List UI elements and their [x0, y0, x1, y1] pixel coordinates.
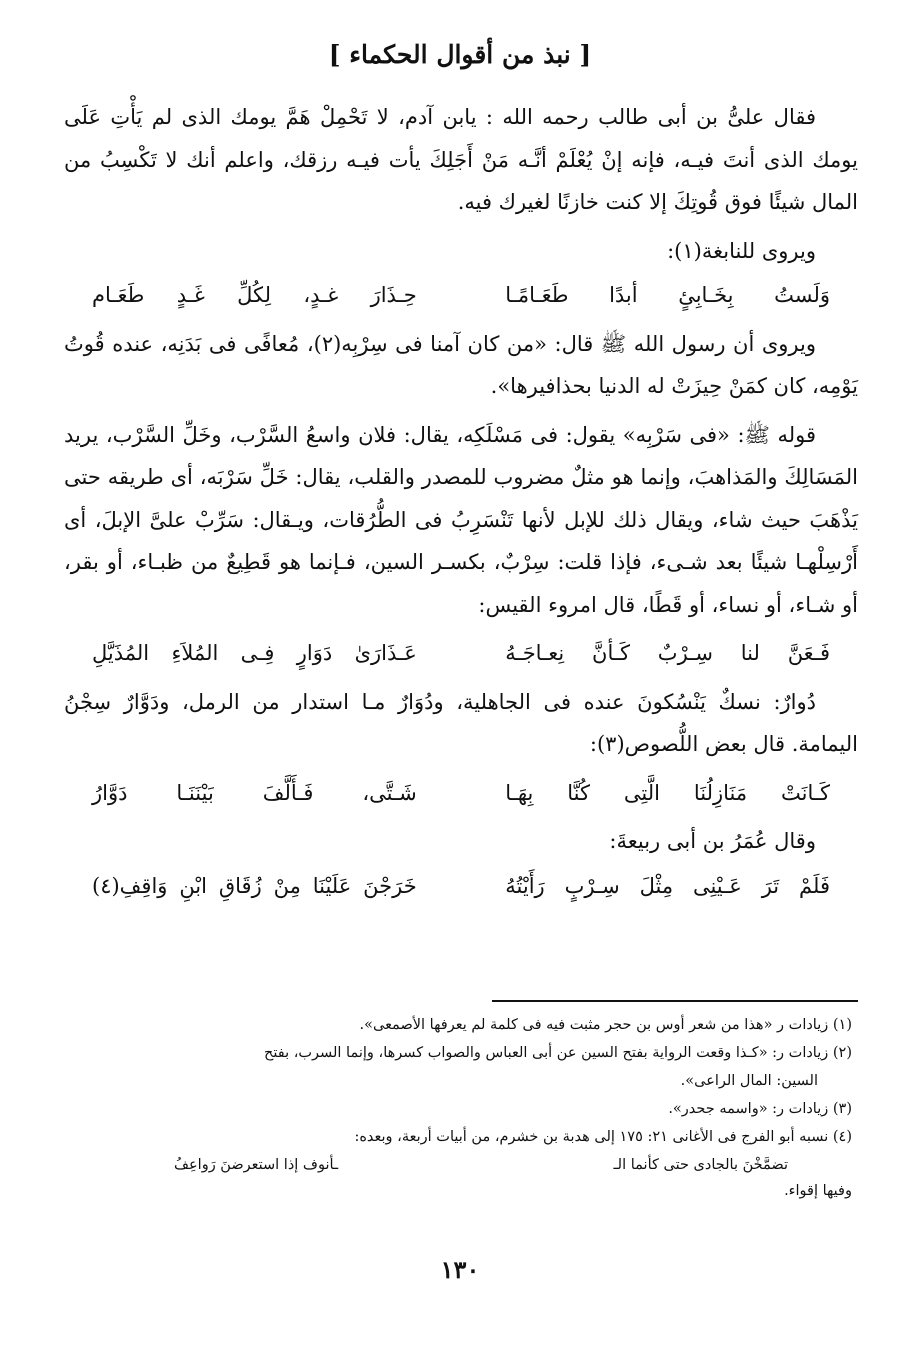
verse-second-hemistich: عَـذَارَىٰ دَوَارٍ فِـى المُلاَءِ المُذَيَّلِ [92, 641, 417, 665]
verse-second-hemistich: خَرَجْنَ عَلَيْنَا مِنْ زُقَاقِ ابْنِ وَاقِفِ(٤) [92, 873, 417, 898]
footnote-3: (٣) زيادات ر: «واسمه جحدر». [668, 1101, 852, 1117]
footnote-2: (٢) زيادات ر: «كـذا وقعت الرواية بفتح السين عن أبى العباس والصواب كسرها، وإنما السرب، بفتح [264, 1045, 852, 1061]
footnote-verse-second-hemistich: ـأنوف إذا استعرضنَ رَواعِفُ [174, 1157, 339, 1173]
paragraph-commentary: قوله ﷺ: «فى سَرْبِه» يقول: فى مَسْلَكِه، يقال: فلان واسعُ السَّرْب، وخَلِّ السَّرْب، يريد المَسَالِكَ والمَذاهبَ، وإنما هو مثلٌ مضروب للمصدر والقلب، يقال: خَلِّ سَرْبَه، أى طريقه حتى يَذْهَبَ حيث شاء، ويقال ذلك للإبل لأنها تَنْسَرِبُ فى الطُّرُقات، ويـقال: سَرِّبْ علىَّ الإبلَ، أى أَرْسِلْهـا شيئًا بعد شـىء، فإذا قلت: سِرْبٌ، بكسـر السين، فـإنما هو قَطِيعٌ من ظبـاء، أو بقر، أو شـاء، أو نساء، أو قَطًا، قال امروء القيس: [64, 422, 859, 617]
paragraph-ali: فقال علىُّ بن أبى طالب رحمه الله : يابن آدم، لا تَحْمِلْ هَمَّ يومك الذى لم يَأْتِ عَلَى يومك الذى أنتَ فيـه، فإنه إنْ يُعْلَمْ أنَّـه مَنْ أَجَلِكَ يأت فيـه رزقك، واعلم أنك لا تَكْسِبُ من المال شيئًا فوق قُوتِكَ إلا كنت خازنًا لغيرك فيه. [64, 105, 858, 214]
verse-first-hemistich: فَلَمْ تَرَ عَـيْنِى مِثْلَ سِـرْبٍ رَأَيْتُهُ [505, 873, 830, 898]
verse-second-hemistich: حِـذَارَ غـدٍ، لِكُلِّ غَـدٍ طَعَـام [92, 283, 417, 307]
verse-line [64, 274, 858, 317]
footnote-verse-first-hemistich: تضمَّخْنَ بالجادى حتى كأنما الـ [613, 1157, 788, 1173]
footnotes [64, 1012, 858, 1206]
paragraph-hadith: ويروى أن رسول الله ﷺ قال: «من كان آمنا فى سِرْبِه(٢)، مُعافًى فى بَدَنِه، عنده قُوتُ يَوْمِه، كان كمَنْ حِيزَتْ له الدنيا بحذافيرها». [64, 331, 858, 398]
verse-first-hemistich: وَلَستُ بِخَـابِئٍ أبدًا طَعَـامًـا [505, 283, 830, 307]
verse-intro-umar: وقال عُمَرُ بن أبى ربيعةَ: [609, 829, 816, 853]
verse-second-hemistich: شَـتَّى، فَـأَلَّفَ بَيْنَنَـا دَوَّارُ [92, 780, 417, 805]
verse-first-hemistich: فَـعَنَّ لنا سِـرْبٌ كَـأنَّ نِعـاجَـهُ [505, 641, 830, 665]
main-text [64, 96, 858, 913]
footnote-1: (١) زيادات ر «هذا من شعر أوس بن حجر مثبت فيه فى كلمة لم يعرفها الأصمعى». [359, 1017, 852, 1033]
verse-intro-nabigha: ويروى للنابغة(١): [667, 238, 816, 263]
running-header: [ نبذ من أقوال الحكماء ] [328, 40, 592, 69]
verse-line [64, 632, 858, 675]
footnote-verse [64, 1152, 858, 1178]
footnote-separator [492, 1000, 858, 1002]
verse-line [64, 865, 858, 908]
footnote-4: (٤) نسبه أبو الفرج فى الأغانى ٢١: ١٧٥ إلى هدبة بن خشرم، من أبيات أربعة، وبعده: [354, 1129, 852, 1145]
footnote-2-continuation: السين: المال الراعى». [680, 1073, 818, 1089]
verse-line [64, 772, 858, 815]
footnote-4-end: وفيها إقواء. [784, 1183, 852, 1199]
verse-first-hemistich: كَـانَتْ مَنَازِلُنَا الَّتِى كُنَّا بِهَـا [505, 780, 830, 805]
page-number: ١٣٠ [440, 1255, 480, 1284]
paragraph-duwar: دُوارٌ: نسكٌ يَنْسُكونَ عنده فى الجاهلية، ودُوَارٌ مـا استدار من الرمل، ودَوَّارٌ سِجْنُ اليمامة. قال بعض اللُّصوص(٣): [64, 689, 858, 756]
